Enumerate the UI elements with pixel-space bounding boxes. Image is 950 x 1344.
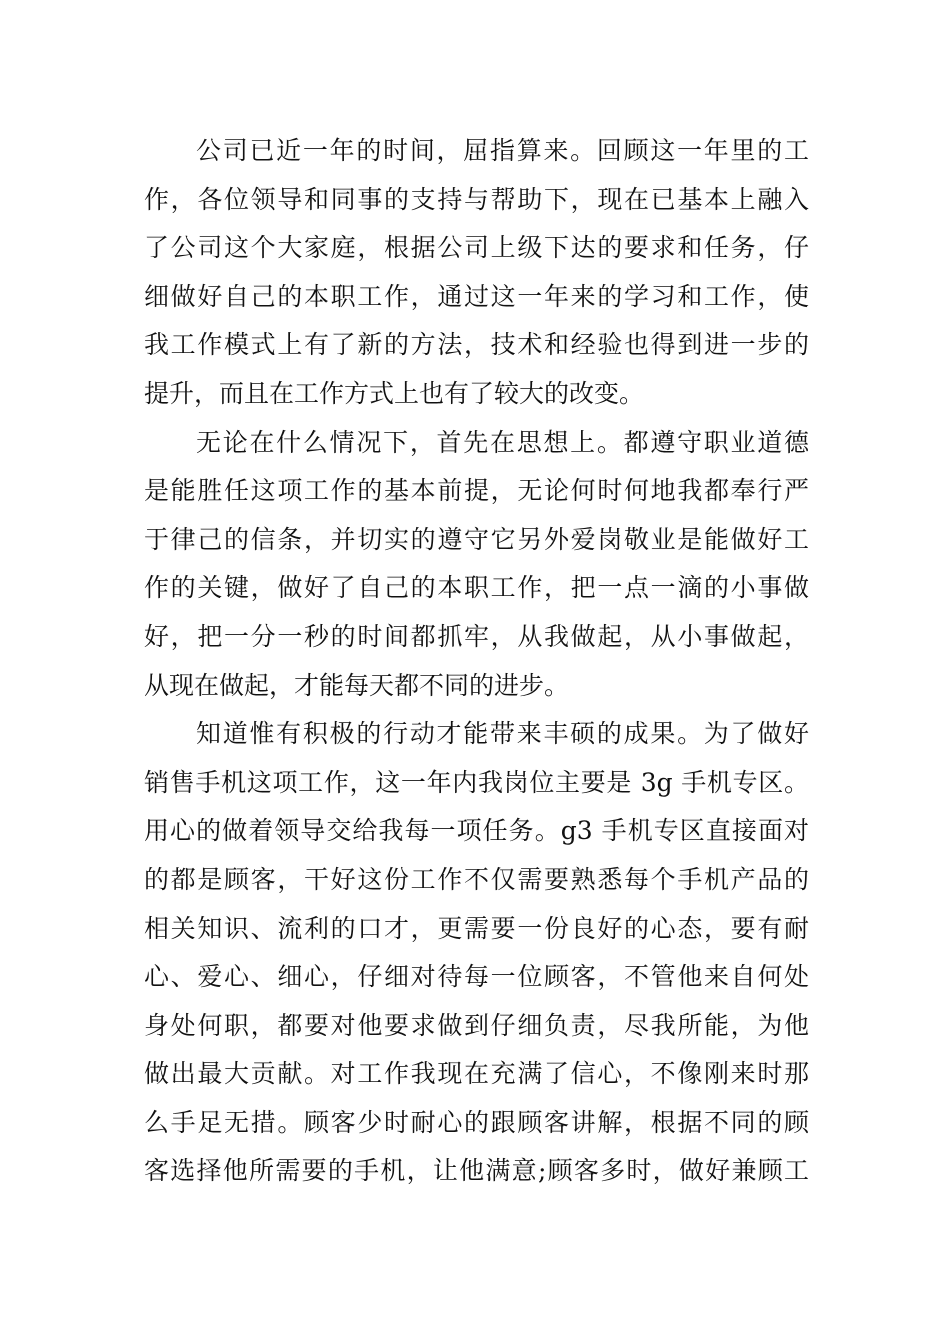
paragraph-2-line-4: 作的关键，做好了自己的本职工作，把一点一滴的小事做: [144, 573, 809, 603]
paragraph-1-line-2: 作，各位领导和同事的支持与帮助下，现在已基本上融入: [144, 184, 809, 214]
paragraph-1-line-6: 提升，而且在工作方式上也有了较大的改变。: [144, 378, 645, 408]
paragraph-3-line-4: 的都是顾客，干好这份工作不仅需要熟悉每个手机产品的: [144, 864, 809, 894]
paragraph-2-line-5: 好，把一分一秒的时间都抓牢，从我做起，从小事做起，: [144, 621, 809, 651]
paragraph-1-line-1: 公司已近一年的时间，屈指算来。回顾这一年里的工: [196, 136, 809, 165]
paragraph-3-line-9: 么手足无措。顾客少时耐心的跟顾客讲解，根据不同的顾: [144, 1107, 809, 1137]
paragraph-3-line-3: 用心的做着领导交给我每一项任务。g3 手机专区直接面对: [144, 816, 809, 846]
paragraph-3-line-7: 身处何职，都要对他要求做到仔细负责，尽我所能，为他: [144, 1010, 809, 1040]
paragraph-3-line-8: 做出最大贡献。对工作我现在充满了信心，不像刚来时那: [144, 1059, 809, 1089]
paragraph-2-line-6: 从现在做起，才能每天都不同的进步。: [144, 670, 570, 700]
paragraph-3-line-2: 销售手机这项工作，这一年内我岗位主要是 3g 手机专区。: [144, 767, 809, 797]
paragraph-1-line-4: 细做好自己的本职工作，通过这一年来的学习和工作，使: [144, 281, 809, 311]
paragraph-1-line-3: 了公司这个大家庭，根据公司上级下达的要求和任务，仔: [144, 233, 809, 263]
paragraph-3-line-5: 相关知识、流利的口才，更需要一份良好的心态，要有耐: [144, 913, 809, 943]
paragraph-2-line-1: 无论在什么情况下，首先在思想上。都遵守职业道德: [196, 427, 809, 457]
paragraph-1-line-5: 我工作模式上有了新的方法，技术和经验也得到进一步的: [144, 330, 809, 360]
paragraph-2-line-2: 是能胜任这项工作的基本前提，无论何时何地我都奉行严: [144, 476, 809, 506]
paragraph-3-line-10: 客选择他所需要的手机，让他满意;顾客多时，做好兼顾工: [144, 1156, 809, 1186]
paragraph-3-line-6: 心、爱心、细心，仔细对待每一位顾客，不管他来自何处: [144, 962, 809, 992]
document-body: [144, 127, 809, 1196]
paragraph-3-line-1: 知道惟有积极的行动才能带来丰硕的成果。为了做好: [196, 719, 809, 749]
paragraph-2-line-3: 于律己的信条，并切实的遵守它另外爱岗敬业是能做好工: [144, 524, 809, 554]
